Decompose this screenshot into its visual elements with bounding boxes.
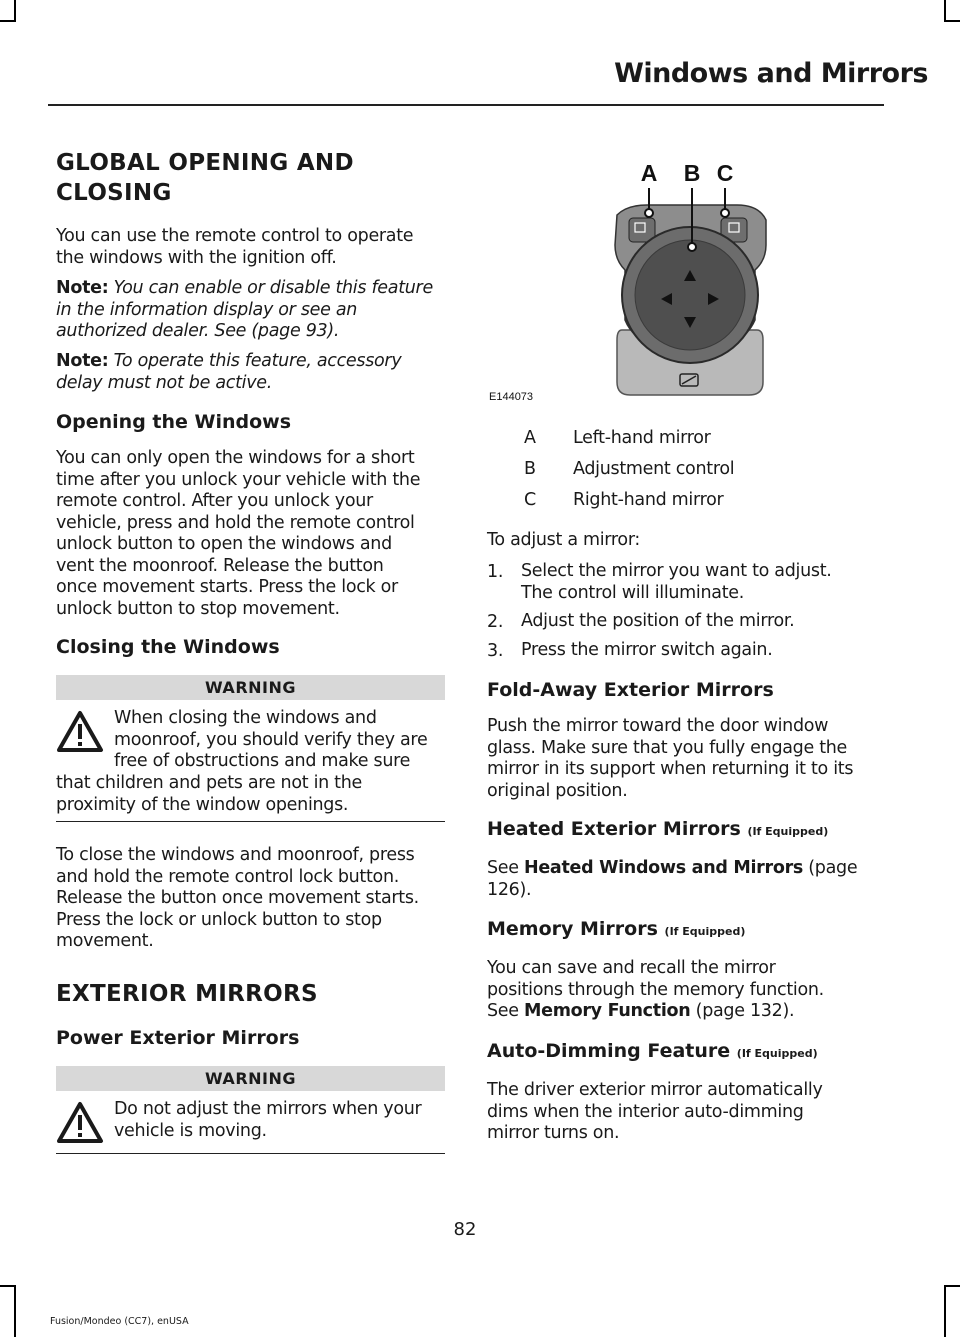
if-equipped-label: (If Equipped): [736, 1047, 818, 1060]
legend-value-a: Left-hand mirror: [573, 428, 711, 448]
closing-paragraph: To close the windows and moonroof, press and hold the remote control lock button. Release the button once movement starts. Press the lock or unlock button to stop movement.: [56, 845, 419, 951]
warning-triangle-icon: [56, 1101, 104, 1145]
subsection-title-autodim: Auto-Dimming Feature (If Equipped): [487, 1040, 818, 1062]
callout-label-b: B: [683, 160, 701, 186]
legend-key-b: B: [524, 459, 536, 479]
figure-code: E144073: [489, 391, 534, 403]
section-title-exterior-mirrors: EXTERIOR MIRRORS: [56, 981, 318, 1007]
subsection-title-heated: Heated Exterior Mirrors (If Equipped): [487, 818, 829, 840]
legend-value-b: Adjustment control: [573, 459, 735, 479]
note-2: Note: To operate this feature, accessory delay must not be active.: [56, 351, 402, 393]
page-header-title: Windows and Mirrors: [614, 58, 928, 89]
warning-1-text-indented: When closing the windows and moonroof, you should verify they are free of obstructions and make sure: [114, 708, 428, 771]
warning-2-text: Do not adjust the mirrors when your vehicle is moving.: [114, 1099, 422, 1141]
subsection-title-foldaway: Fold-Away Exterior Mirrors: [487, 679, 774, 701]
page-number: 82: [453, 1219, 477, 1240]
if-equipped-label: (If Equipped): [747, 825, 829, 838]
crop-mark-top-right: [944, 0, 946, 22]
subsection-title-closing: Closing the Windows: [56, 636, 280, 658]
subsection-title-opening: Opening the Windows: [56, 411, 292, 433]
leader-dot-a: [645, 209, 653, 217]
crop-mark-top-left-h: [0, 20, 16, 22]
subsection-title-power-mirrors: Power Exterior Mirrors: [56, 1027, 300, 1049]
adjustment-dial-inner: [635, 240, 745, 350]
leader-dot-b: [688, 243, 696, 251]
opening-paragraph: You can only open the windows for a short time after you unlock your vehicle with the remote control. After you unlock your vehicle, press and hold the remote control unlock button to open the windows and vent the moonroof. Release the button once movement starts. Press the lock or unlock button to stop movement.: [56, 448, 421, 619]
warning-bar-2: WARNING: [56, 1066, 445, 1091]
note-1: Note: You can enable or disable this feature in the information display or see an authorized dealer. See (page 93).: [56, 278, 433, 341]
section-title-global-opening: GLOBAL OPENING AND CLOSING: [56, 150, 354, 206]
leader-dot-c: [721, 209, 729, 217]
step-3-number: 3.: [487, 641, 504, 661]
memory-function-link[interactable]: Memory Function: [524, 1001, 691, 1021]
heated-windows-link[interactable]: Heated Windows and Mirrors: [524, 858, 804, 878]
header-rule: [48, 104, 884, 106]
step-2-text: Adjust the position of the mirror.: [521, 611, 795, 631]
if-equipped-label: (If Equipped): [664, 925, 746, 938]
intro-paragraph: You can use the remote control to operate the windows with the ignition off.: [56, 226, 414, 268]
foldaway-paragraph: Push the mirror toward the door window glass. Make sure that you fully engage the mirror in its support when returning it to its original position.: [487, 716, 854, 801]
step-2-number: 2.: [487, 612, 504, 632]
step-1-text: Select the mirror you want to adjust. The control will illuminate.: [521, 561, 832, 603]
callout-label-a: A: [640, 160, 658, 186]
crop-mark-top-left: [14, 0, 16, 22]
warning-bar-1: WARNING: [56, 675, 445, 700]
autodim-paragraph: The driver exterior mirror automatically dims when the interior auto-dimming mirror turns on.: [487, 1080, 823, 1143]
crop-mark-top-right-h: [944, 20, 960, 22]
heated-paragraph: See Heated Windows and Mirrors (page 126).: [487, 858, 858, 900]
warning-triangle-icon: [56, 710, 104, 754]
memory-paragraph: You can save and recall the mirror positions through the memory function. See Memory Function (page 132).: [487, 958, 824, 1021]
warning-1-text-full: that children and pets are not in the proximity of the window openings.: [56, 773, 363, 815]
crop-mark-bottom-left-h: [0, 1285, 16, 1287]
warning-2-rule: [56, 1153, 445, 1154]
crop-mark-bottom-left: [14, 1285, 16, 1337]
crop-mark-bottom-right: [944, 1285, 946, 1337]
callout-label-c: C: [716, 160, 734, 186]
document-id: Fusion/Mondeo (CC7), enUSA: [50, 1316, 189, 1327]
warning-1-rule: [56, 821, 445, 822]
legend-value-c: Right-hand mirror: [573, 490, 724, 510]
step-1-number: 1.: [487, 562, 504, 582]
adjust-intro: To adjust a mirror:: [487, 530, 640, 550]
mirror-control-figure: [487, 150, 883, 410]
legend-key-a: A: [524, 428, 536, 448]
subsection-title-memory: Memory Mirrors (If Equipped): [487, 918, 746, 940]
step-3-text: Press the mirror switch again.: [521, 640, 773, 660]
legend-key-c: C: [524, 490, 536, 510]
crop-mark-bottom-right-h: [944, 1285, 960, 1287]
